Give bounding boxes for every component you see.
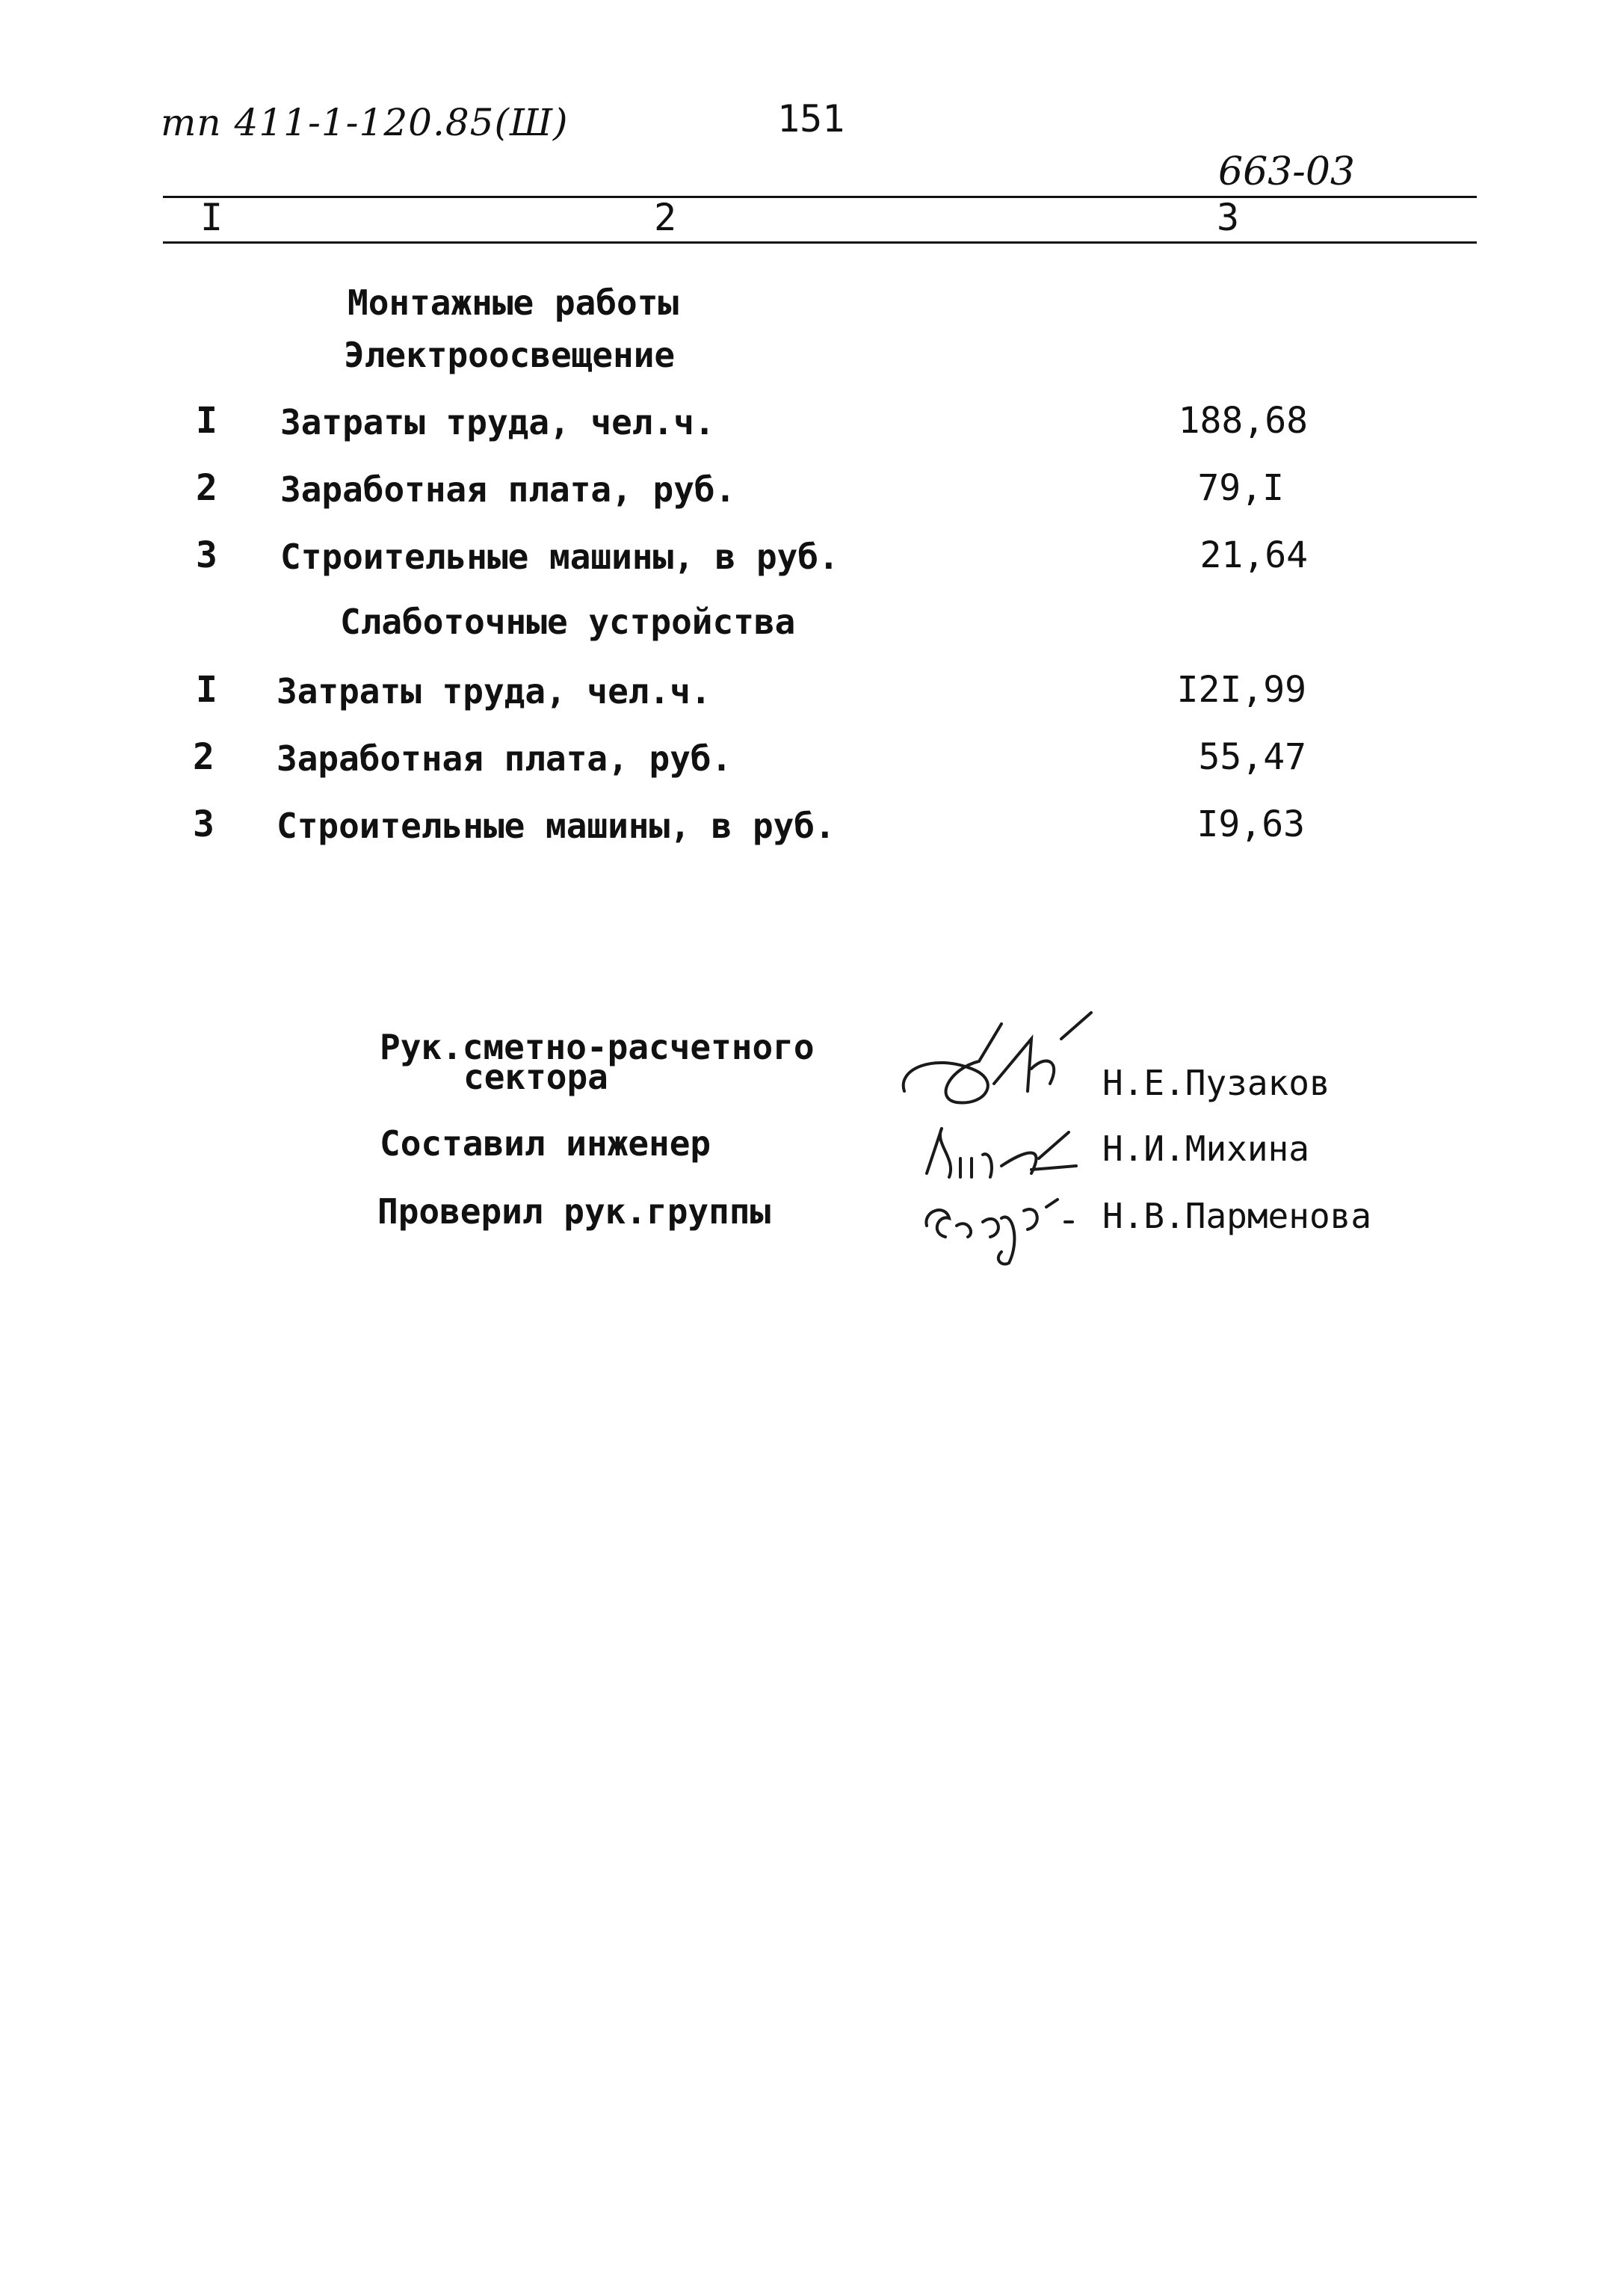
table-header-rule (163, 241, 1477, 244)
column-header-2: 2 (654, 196, 677, 239)
row-value: 55,47 (1198, 736, 1306, 778)
signature-parmenova-icon (916, 1188, 1095, 1271)
row-label: Заработная плата, руб. (277, 738, 732, 779)
section-subtitle: Электроосвещение (344, 335, 676, 375)
section-title: Слаботочные устройства (340, 602, 796, 642)
row-number: 3 (193, 803, 214, 845)
row-label: Строительные машины, в руб. (277, 806, 836, 846)
signer-role: Проверил рук.группы (377, 1191, 771, 1232)
section-title: Монтажные работы (348, 283, 679, 323)
row-number: 2 (193, 736, 214, 778)
row-number: 2 (196, 467, 217, 509)
sheet-code: 663-03 (1218, 149, 1355, 194)
column-header-3: 3 (1217, 196, 1240, 239)
signer-name: Н.Е.Пузаков (1102, 1063, 1330, 1103)
row-label: Затраты труда, чел.ч. (280, 402, 715, 442)
row-value: 188,68 (1178, 400, 1308, 442)
row-number: I (196, 400, 217, 442)
signer-role: Рук.сметно-расчетного (380, 1027, 815, 1067)
document-code: тп 411-1-120.85(Ш) (161, 101, 569, 144)
row-number: I (196, 669, 217, 711)
column-header-1: I (200, 196, 223, 239)
row-value: I9,63 (1197, 803, 1305, 845)
table-top-rule (163, 196, 1477, 198)
row-value: 21,64 (1200, 534, 1308, 576)
signer-name: Н.В.Парменова (1102, 1196, 1372, 1236)
row-label: Заработная плата, руб. (280, 469, 736, 510)
signer-role: Составил инженер (380, 1123, 711, 1164)
row-value: 79,I (1197, 467, 1284, 509)
signer-name: Н.И.Михина (1102, 1129, 1309, 1169)
signature-pusakov-icon (889, 1009, 1099, 1121)
row-value: I2I,99 (1176, 669, 1306, 711)
row-label: Затраты труда, чел.ч. (277, 671, 711, 711)
row-number: 3 (196, 534, 217, 576)
signature-mikhina-icon (919, 1114, 1084, 1188)
page-number: 151 (777, 97, 845, 141)
row-label: Строительные машины, в руб. (280, 537, 839, 577)
signer-role-continued: сектора (463, 1057, 608, 1097)
